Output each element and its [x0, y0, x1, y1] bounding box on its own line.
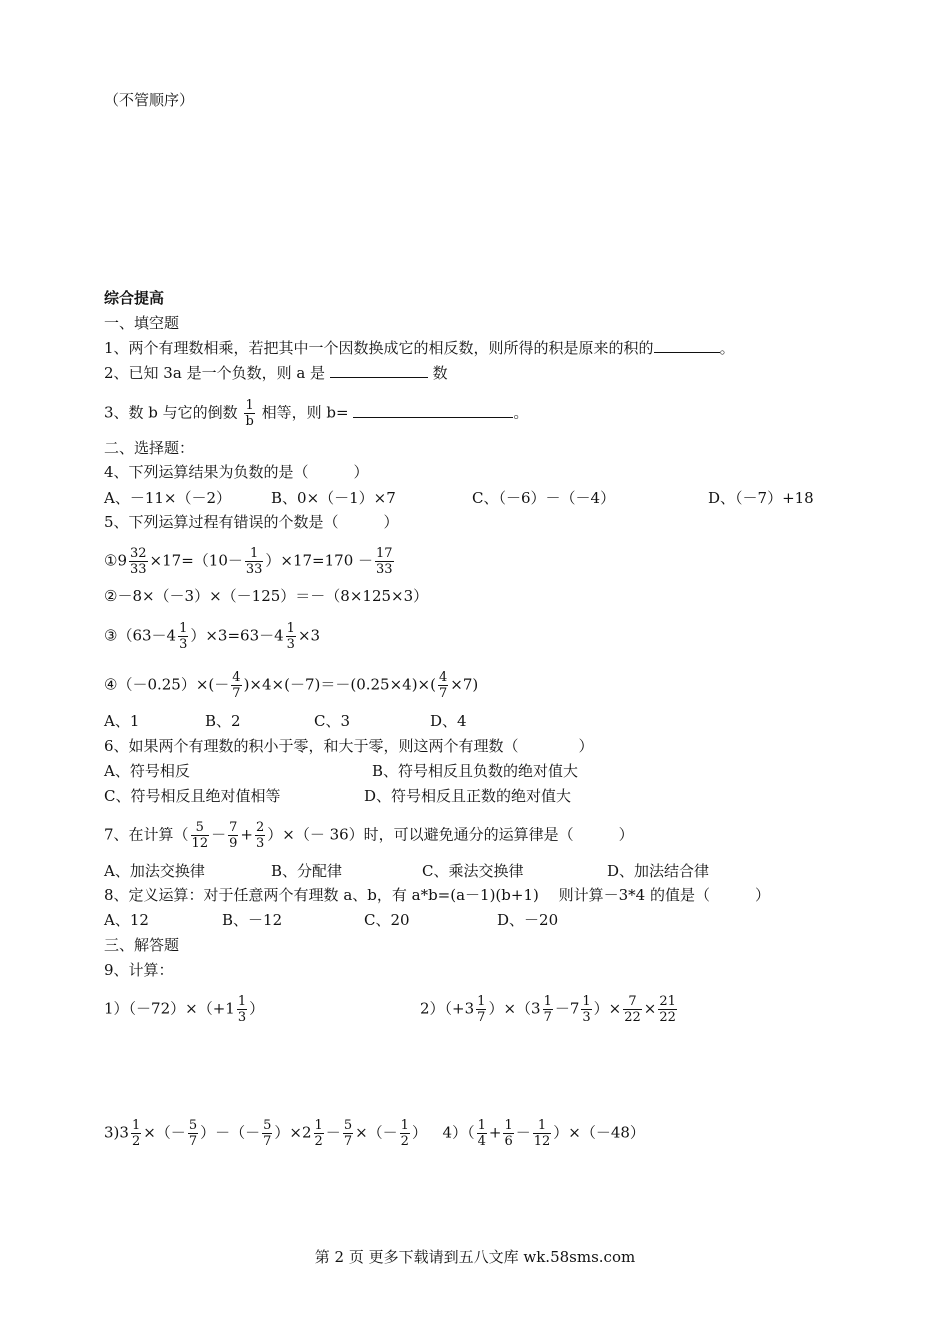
question-1 — [104, 338, 735, 358]
fraction: $\frac{1}{7}$ — [477, 994, 486, 1025]
fraction: $\frac{1}{2}$ — [131, 1118, 141, 1149]
part-3-heading: 三、解答题 — [104, 936, 180, 954]
fraction: $\frac{1}{b}$ — [245, 398, 254, 429]
fraction: $\frac{7}{9}$ — [229, 820, 238, 851]
question-5: 5、下列运算过程有错误的个数是（ ） — [104, 513, 399, 531]
option: C、20 — [364, 911, 410, 929]
fraction: $\frac{1}{3}$ — [179, 621, 188, 652]
question-5-item-3: ③（63－4 $\frac{1}{3}$ ）×3=63－4 $\frac{1}{3}$ ×3 — [104, 621, 321, 652]
question-9: 9、计算： — [104, 961, 174, 979]
question-8: 8、定义运算：对于任意两个有理数 a、b，有 a*b=(a－1)(b+1) 则计算－3*4 的值是（ ） — [104, 886, 770, 904]
question-6: 6、如果两个有理数的积小于零，和大于零，则这两个有理数（ ） — [104, 737, 594, 755]
option: A、1 — [104, 712, 140, 730]
fraction: $\frac{1}{7}$ — [543, 994, 552, 1025]
option: A、12 — [104, 911, 149, 929]
option: D、－20 — [497, 911, 559, 929]
question-5-item-2: ②－8×（－3）×（－125）＝－（8×125×3） — [104, 587, 429, 605]
page-footer: 第 2 页 更多下载请到五八文库 wk.58sms.com — [314, 1248, 636, 1266]
option: D、4 — [430, 712, 467, 730]
fraction: $\frac{1}{2}$ — [314, 1118, 323, 1149]
option: C、（－6）－（－4） — [472, 489, 616, 507]
option: B、符号相反且负数的绝对值大 — [372, 762, 579, 780]
fraction: $\frac{5}{7}$ — [188, 1118, 198, 1149]
fraction: $\frac{5}{12}$ — [191, 820, 209, 851]
question-1-text: 1、两个有理数相乘，若把其中一个因数换成它的相反数，则所得的积是原来的积的 — [104, 339, 654, 357]
question-3-end: 。 — [513, 403, 529, 422]
answer-blank — [353, 403, 513, 418]
answer-blank — [330, 363, 428, 378]
question-3-mid: 相等，则 b= — [261, 403, 349, 422]
fraction: $\frac{5}{7}$ — [263, 1118, 272, 1149]
fraction: $\frac{32}{33}$ — [130, 546, 147, 577]
fraction: $\frac{7}{22}$ — [624, 994, 641, 1025]
question-7: 7、在计算（ $\frac{5}{12}$ － $\frac{7}{9}$ + $\frac{2}{3}$ ）×（－ 36）时，可以避免通分的运算律是（ ） — [104, 820, 634, 851]
fraction: $\frac{1}{4}$ — [477, 1118, 486, 1149]
part-1-heading: 一、填空题 — [104, 314, 180, 332]
option: B、－12 — [222, 911, 283, 929]
fraction: $\frac{1}{6}$ — [504, 1118, 513, 1149]
option: B、2 — [205, 712, 241, 730]
option: D、（－7）+18 — [708, 489, 814, 507]
part-2-heading: 二、选择题： — [104, 439, 195, 457]
fraction: $\frac{4}{7}$ — [438, 670, 448, 701]
option: B、0×（－1）×7 — [271, 489, 396, 507]
section-title: 综合提高 — [104, 289, 165, 307]
option: A、符号相反 — [104, 762, 190, 780]
fraction: $\frac{17}{33}$ — [376, 546, 393, 577]
question-1-end: 。 — [719, 339, 735, 357]
question-2-text: 2、已知 3a 是一个负数，则 a 是 — [104, 364, 326, 382]
option: C、乘法交换律 — [422, 862, 524, 880]
fraction: $\frac{4}{7}$ — [232, 670, 241, 701]
question-2-end: 数 — [432, 364, 448, 382]
fraction: $\frac{1}{3}$ — [582, 994, 591, 1025]
option: B、分配律 — [271, 862, 343, 880]
fraction: $\frac{5}{7}$ — [343, 1118, 353, 1149]
fraction: $\frac{1}{12}$ — [533, 1118, 551, 1149]
question-9-part-2: 2）（+3 $\frac{1}{7}$ ）×（3 $\frac{1}{7}$ －7 $\frac{1}{3}$ ）× $\frac{7}{22}$ × $\frac{21}{22}$ — [420, 994, 676, 1025]
fraction: $\frac{1}{3}$ — [237, 994, 247, 1025]
question-3 — [104, 398, 528, 429]
option: C、符号相反且绝对值相等 — [104, 787, 281, 805]
option: A、加法交换律 — [104, 862, 205, 880]
question-4: 4、下列运算结果为负数的是（ ） — [104, 463, 369, 481]
question-3-text: 3、数 b 与它的倒数 — [104, 403, 238, 422]
note: （不管顺序） — [104, 91, 195, 109]
option: D、加法结合律 — [607, 862, 710, 880]
option: C、3 — [314, 712, 351, 730]
answer-blank — [654, 338, 720, 353]
option: A、－11×（－2） — [104, 489, 232, 507]
fraction: $\frac{1}{2}$ — [400, 1118, 409, 1149]
question-5-item-4: ④（－0.25）×(－ $\frac{4}{7}$ )×4×(－7)＝－(0.25×4)×( $\frac{4}{7}$ ×7) — [104, 670, 479, 701]
fraction: $\frac{1}{3}$ — [286, 621, 295, 652]
fraction: $\frac{21}{22}$ — [659, 994, 676, 1025]
fraction: $\frac{2}{3}$ — [255, 820, 265, 851]
question-9-part-1: 1）（－72）×（+1 $\frac{1}{3}$ ） — [104, 994, 265, 1025]
question-9-part-3-4: 3)3 $\frac{1}{2}$ ×（－ $\frac{5}{7}$ ）－（－ $\frac{5}{7}$ ）×2 $\frac{1}{2}$ － $\frac{5}{7}$ ×（－ $\frac{1}{2}$ ） 4）（ $\frac{1}{4}$ + $\frac{1}{6}$ － $\frac{1}{12}$ ）×（－48） — [104, 1118, 645, 1149]
question-2 — [104, 363, 448, 383]
question-5-item-1: ①9 $\frac{32}{33}$ ×17=（10－ $\frac{1}{33}$ ）×17=170 － $\frac{17}{33}$ — [104, 546, 393, 577]
option: D、符号相反且正数的绝对值大 — [364, 787, 572, 805]
fraction: $\frac{1}{33}$ — [245, 546, 263, 577]
